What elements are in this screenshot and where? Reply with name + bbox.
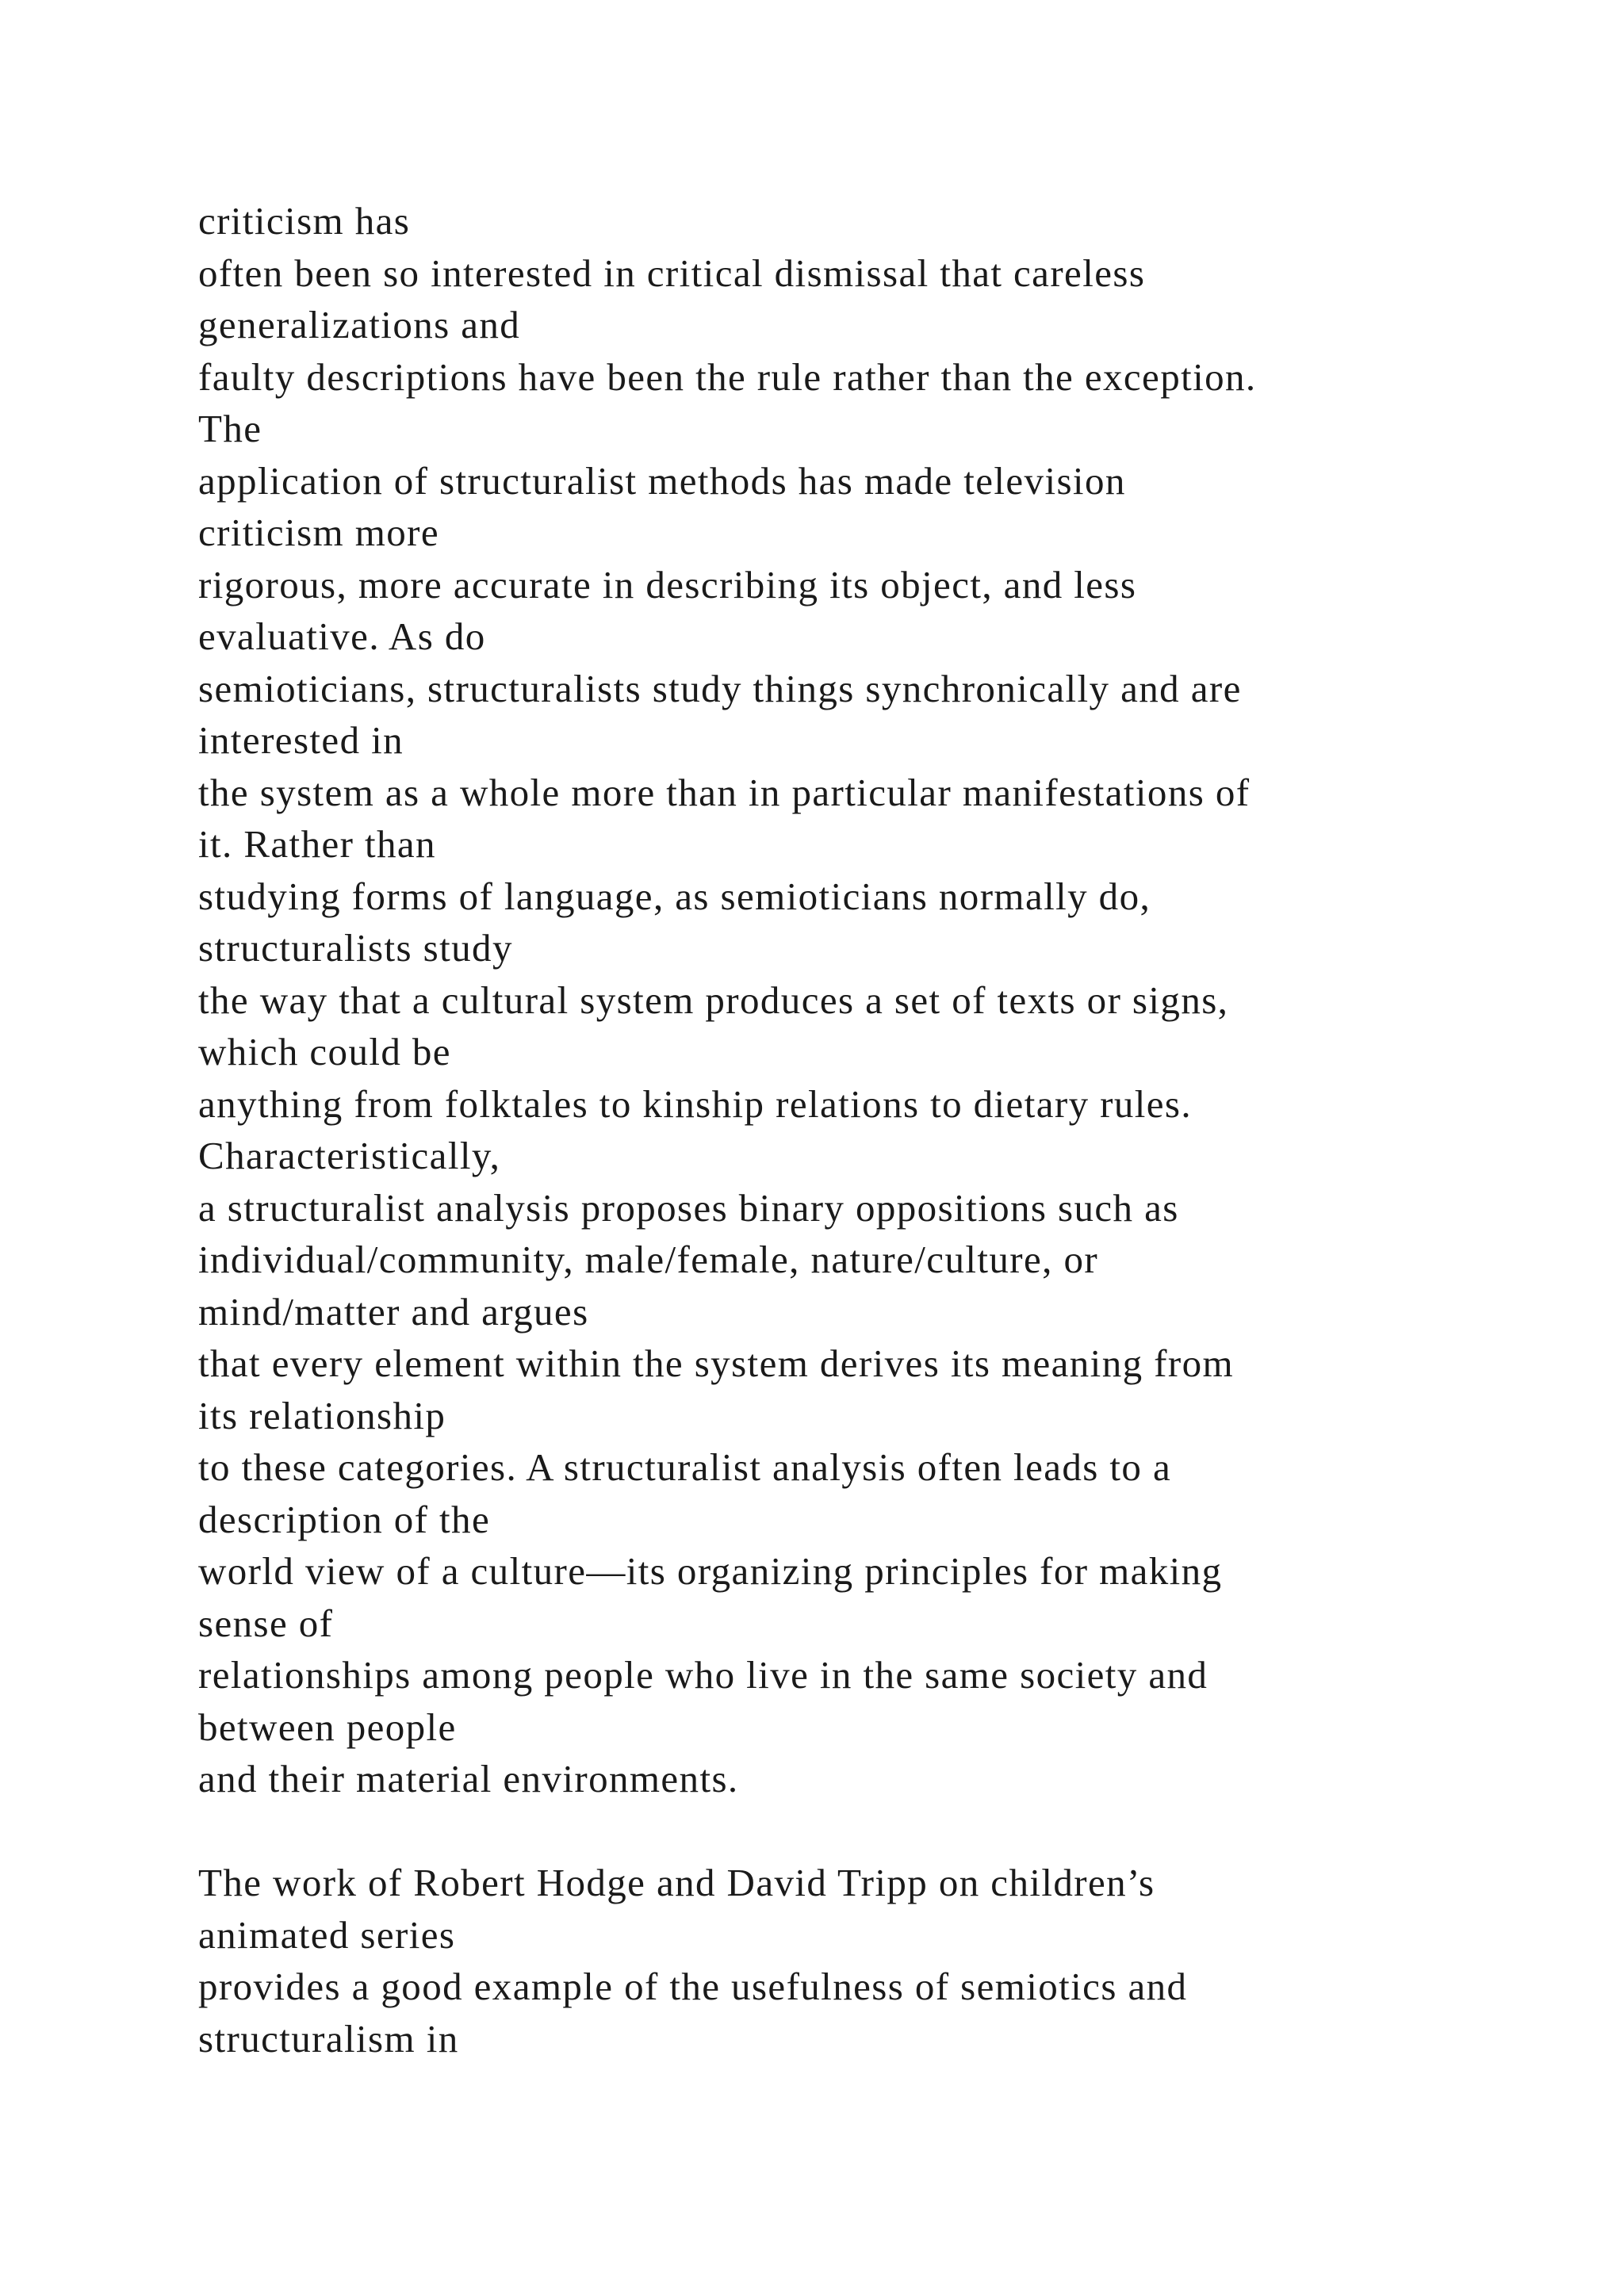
text-line: structuralists study	[198, 926, 513, 970]
text-line: often been so interested in critical dismissal that careless	[198, 251, 1146, 295]
text-line: relationships among people who live in the same society and	[198, 1653, 1208, 1697]
text-line: interested in	[198, 718, 404, 762]
text-line: studying forms of language, as semioticians normally do,	[198, 874, 1151, 918]
text-line: between people	[198, 1705, 457, 1749]
text-line: sense of	[198, 1601, 334, 1645]
text-line: anything from folktales to kinship relations to dietary rules.	[198, 1081, 1193, 1126]
text-line: evaluative. As do	[198, 614, 486, 658]
text-line: that every element within the system derives its meaning from	[198, 1341, 1234, 1385]
text-line: description of the	[198, 1497, 491, 1541]
text-line: the way that a cultural system produces a set of texts or signs,	[198, 978, 1229, 1022]
text-line: world view of a culture—its organizing principles for making	[198, 1549, 1223, 1593]
text-line: structuralism in	[198, 2016, 459, 2061]
text-line: Characteristically,	[198, 1134, 501, 1177]
paragraph-2	[198, 1857, 1546, 2064]
text-line: its relationship	[198, 1393, 446, 1437]
text-line: provides a good example of the usefulness of semiotics and	[198, 1965, 1188, 2008]
text-line: mind/matter and argues	[198, 1289, 589, 1334]
text-line: semioticians, structuralists study things synchronically and are	[198, 666, 1242, 710]
text-line: criticism has	[198, 199, 411, 243]
text-line: the system as a whole more than in particular manifestations of	[198, 770, 1251, 814]
text-line: and their material environments.	[198, 1757, 739, 1800]
text-line: faulty descriptions have been the rule rather than the exception.	[198, 354, 1257, 399]
text-line: generalizations and	[198, 303, 521, 346]
text-line: individual/community, male/female, nature/culture, or	[198, 1238, 1099, 1281]
text-line: rigorous, more accurate in describing its object, and less	[198, 562, 1137, 607]
text-line: which could be	[198, 1030, 451, 1073]
text-line: animated series	[198, 1912, 456, 1957]
text-line: it. Rather than	[198, 822, 436, 866]
text-line: to these categories. A structuralist analysis often leads to a	[198, 1445, 1172, 1489]
text-line: application of structuralist methods has made television	[198, 458, 1126, 503]
paragraph-1	[198, 195, 1546, 1805]
text-line: The	[198, 407, 262, 450]
text-line: a structuralist analysis proposes binary oppositions such as	[198, 1185, 1179, 1230]
text-line: The work of Robert Hodge and David Tripp on children’s	[198, 1861, 1155, 1904]
text-line: criticism more	[198, 511, 439, 554]
